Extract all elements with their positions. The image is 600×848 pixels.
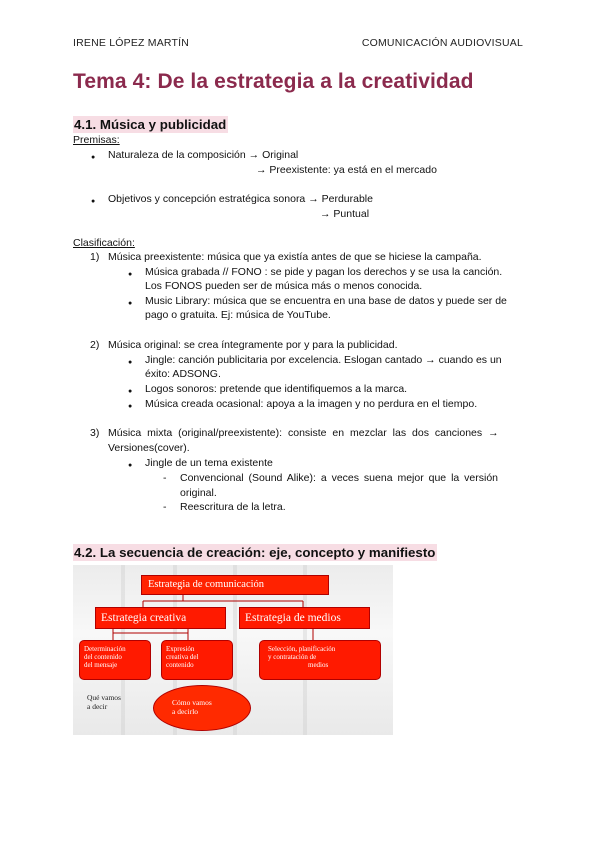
list-item: Música original: se crea íntegramente por y para la publicidad. (108, 339, 398, 351)
premisa-subitem: → Preexistente: ya está en el mercado (256, 164, 437, 176)
list-item: Música mixta (original/preexistente): consiste en mezclar las dos canciones → (108, 427, 499, 439)
list-subitem: ● Música grabada // FONO : se pide y pagan los derechos y se usa la canción. (145, 266, 502, 279)
header-subject: COMUNICACIÓN AUDIOVISUAL (361, 37, 523, 49)
box-line: Determinación (84, 645, 126, 653)
premisa-subitem: → Puntual (320, 208, 370, 220)
box-line: Expresión (166, 645, 195, 653)
list-dash-item: - Convencional (Sound Alike): a veces suena mejor que la versión (180, 472, 498, 485)
label-line: Qué vamos (87, 693, 121, 702)
diagram-box-media-strategy: Estrategia de medios (239, 607, 370, 629)
section-heading-4-1: 4.1. Música y publicidad (74, 117, 227, 132)
list-item-cont: Versiones(cover). (108, 442, 190, 454)
clasificacion-label: Clasificación: (73, 237, 135, 249)
diagram-oval-how (153, 685, 251, 731)
list-subitem-cont: pago o gratuita. Ej: música de YouTube. (145, 309, 331, 321)
premisa-item: ● Naturaleza de la composición → Original (108, 149, 298, 162)
diagram-box-communication-strategy: Estrategia de comunicación (141, 575, 329, 595)
list-subitem: ● Logos sonoros: pretende que identifiquemos a la marca. (145, 383, 407, 396)
list-subitem-cont: éxito: ADSONG. (145, 368, 221, 380)
diagram-box-creative-strategy: Estrategia creativa (95, 607, 226, 629)
box-line: del mensaje (84, 661, 118, 669)
label-line: Cómo vamos (172, 698, 212, 707)
diagram-box-media-selection (259, 640, 381, 680)
header-author: IRENE LÓPEZ MARTÍN (73, 37, 190, 49)
premisa-item: ● Objetivos y concepción estratégica sonora → Perdurable (108, 193, 373, 206)
page-title: Tema 4: De la estrategia a la creatividad (73, 70, 474, 93)
diagram-box-content (79, 640, 151, 680)
list-dash-item-cont: original. (180, 487, 217, 499)
section-heading-4-2: 4.2. La secuencia de creación: eje, concepto y manifiesto (74, 545, 436, 560)
diagram-box-expression (161, 640, 233, 680)
diagram-label-what (87, 693, 121, 711)
list-subitem: ● Music Library: música que se encuentra en una base de datos y puede ser de (145, 295, 507, 308)
box-line: Selección, planificación (268, 645, 336, 653)
list-subitem: ● Jingle: canción publicitaria por excelencia. Eslogan cantado → cuando es un (145, 354, 502, 367)
list-item: Música preexistente: música que ya existía antes de que se hiciese la campaña. (108, 251, 482, 263)
list-subitem: ● Jingle de un tema existente (145, 457, 273, 470)
list-number: 1) (90, 251, 100, 263)
list-number: 2) (90, 339, 100, 351)
box-line: del contenido (84, 653, 122, 661)
list-subitem-cont: Los FONOS pueden ser de música más o menos conocida. (145, 280, 423, 292)
premisas-label: Premisas: (73, 134, 120, 146)
box-line: contenido (166, 661, 194, 669)
list-dash-item: - Reescritura de la letra. (180, 501, 286, 514)
box-line: creativa del (166, 653, 199, 661)
label-line: a decir (87, 702, 108, 711)
list-subitem: ● Música creada ocasional: apoya a la imagen y no perdura en el tiempo. (145, 398, 477, 411)
list-number: 3) (90, 427, 100, 439)
creation-sequence-diagram (73, 565, 393, 735)
label-line: a decirlo (172, 707, 199, 716)
box-line: medios (308, 661, 329, 669)
box-line: y contratación de (268, 653, 317, 661)
